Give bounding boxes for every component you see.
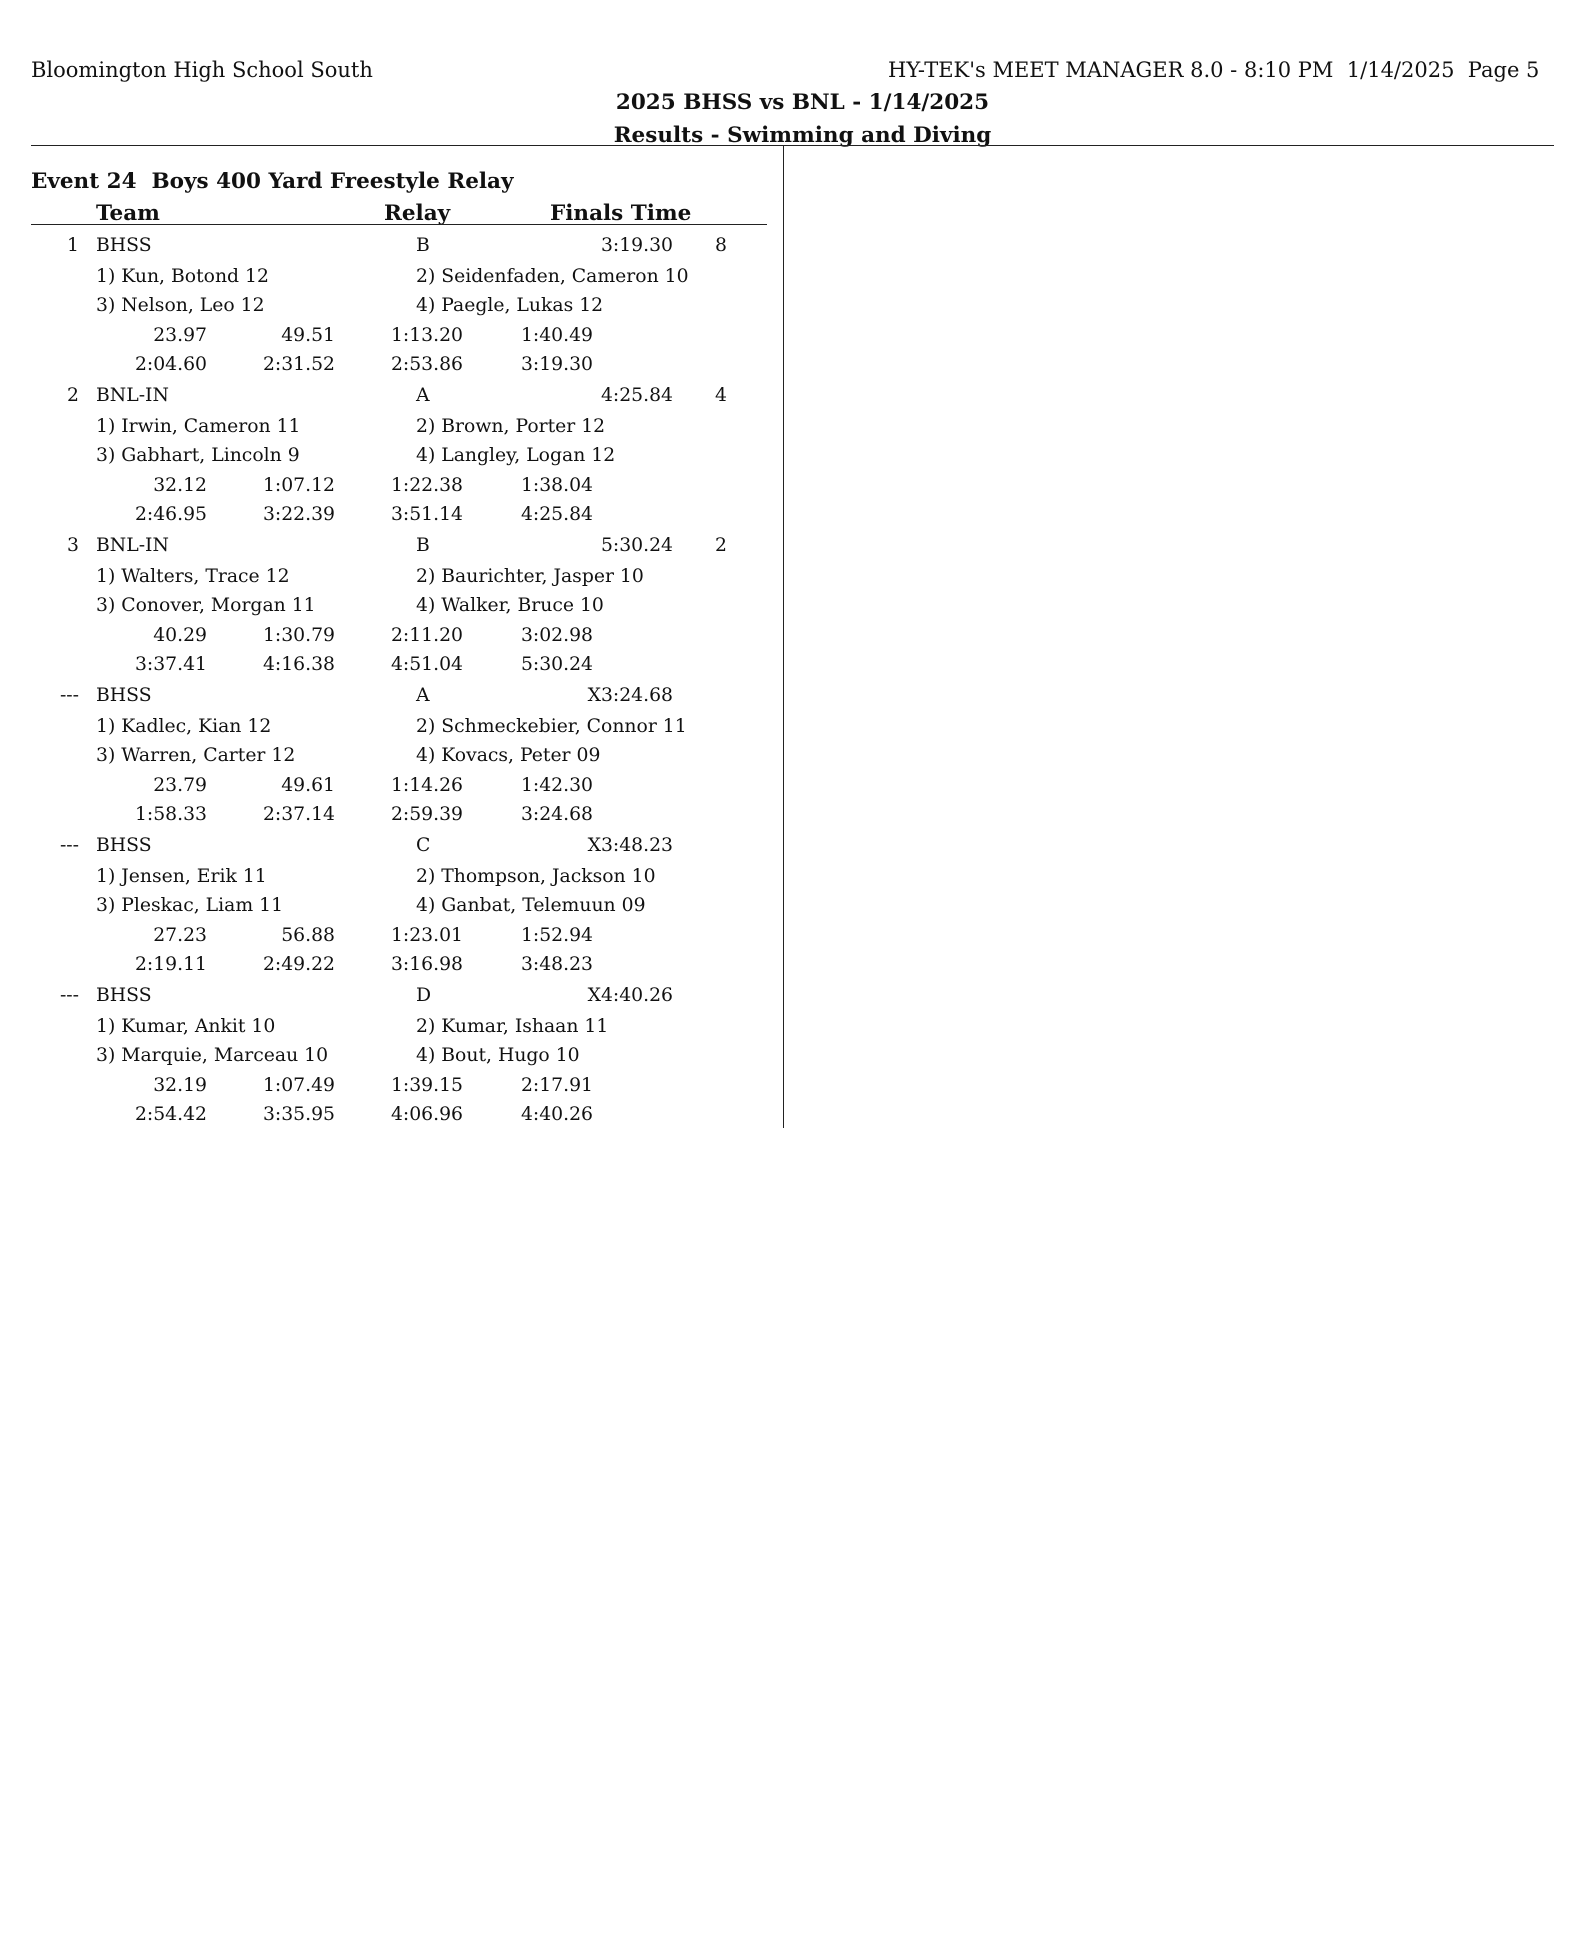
entry-team: BHSS <box>96 985 152 1006</box>
entry-place: --- <box>59 985 79 1006</box>
split-time: 1:23.01 <box>390 925 463 946</box>
split-time: 5:30.24 <box>520 654 593 675</box>
entry-finals-time: 3:19.30 <box>600 235 673 256</box>
entry-finals-time: 4:25.84 <box>600 385 673 406</box>
split-time: 2:54.42 <box>134 1104 207 1125</box>
split-time: 23.97 <box>153 325 207 346</box>
split-time: 2:11.20 <box>390 625 463 646</box>
entry-relay: B <box>416 235 430 256</box>
swimmer-name: 2) Schmeckebier, Connor 11 <box>416 716 687 737</box>
entry-place: 2 <box>67 385 79 406</box>
split-time: 49.51 <box>281 325 335 346</box>
entry-points: 8 <box>715 235 727 256</box>
split-time: 2:19.11 <box>134 954 207 975</box>
school-name: Bloomington High School South <box>31 58 373 82</box>
entry-place: 1 <box>67 235 79 256</box>
split-time: 1:38.04 <box>520 475 593 496</box>
split-time: 1:22.38 <box>390 475 463 496</box>
split-time: 3:02.98 <box>520 625 593 646</box>
header-divider <box>31 145 1554 146</box>
swimmer-name: 1) Irwin, Cameron 11 <box>96 416 301 437</box>
split-time: 2:46.95 <box>134 504 207 525</box>
split-time: 1:40.49 <box>520 325 593 346</box>
entry-relay: A <box>416 685 430 706</box>
meet-title: 2025 BHSS vs BNL - 1/14/2025 <box>615 90 990 115</box>
swimmer-name: 4) Langley, Logan 12 <box>416 445 616 466</box>
split-time: 1:58.33 <box>134 804 207 825</box>
split-time: 2:31.52 <box>262 354 335 375</box>
column-divider <box>783 145 784 1128</box>
swimmer-name: 3) Pleskac, Liam 11 <box>96 895 284 916</box>
split-time: 2:49.22 <box>262 954 335 975</box>
entry-team: BHSS <box>96 835 152 856</box>
entry-points: 2 <box>715 535 727 556</box>
entry-relay: A <box>416 385 430 406</box>
column-header-finals-time: Finals Time <box>550 201 692 226</box>
software-info: HY-TEK's MEET MANAGER 8.0 - 8:10 PM 1/14/2025 Page 5 <box>888 58 1540 82</box>
split-time: 49.61 <box>281 775 335 796</box>
swimmer-name: 2) Thompson, Jackson 10 <box>416 866 656 887</box>
split-time: 1:07.12 <box>262 475 335 496</box>
column-header-relay: Relay <box>384 201 451 226</box>
entry-relay: D <box>416 985 432 1006</box>
split-time: 32.12 <box>153 475 207 496</box>
swimmer-name: 4) Ganbat, Telemuun 09 <box>416 895 646 916</box>
entry-place: --- <box>59 685 79 706</box>
entry-team: BNL-IN <box>96 535 169 556</box>
entry-finals-time: 5:30.24 <box>600 535 673 556</box>
column-header-team: Team <box>96 201 160 226</box>
split-time: 3:22.39 <box>262 504 335 525</box>
entry-points: 4 <box>715 385 727 406</box>
split-time: 3:48.23 <box>520 954 593 975</box>
split-time: 4:40.26 <box>520 1104 593 1125</box>
event-title: Event 24 Boys 400 Yard Freestyle Relay <box>31 169 514 194</box>
split-time: 2:53.86 <box>390 354 463 375</box>
swimmer-name: 1) Kumar, Ankit 10 <box>96 1016 276 1037</box>
swimmer-name: 2) Kumar, Ishaan 11 <box>416 1016 609 1037</box>
split-time: 4:51.04 <box>390 654 463 675</box>
split-time: 2:04.60 <box>134 354 207 375</box>
swimmer-name: 3) Nelson, Leo 12 <box>96 295 265 316</box>
split-time: 4:06.96 <box>390 1104 463 1125</box>
swimmer-name: 1) Kun, Botond 12 <box>96 266 269 287</box>
swimmer-name: 1) Kadlec, Kian 12 <box>96 716 272 737</box>
split-time: 1:14.26 <box>390 775 463 796</box>
split-time: 2:17.91 <box>520 1075 593 1096</box>
entry-finals-time: X4:40.26 <box>587 985 673 1006</box>
entry-finals-time: X3:48.23 <box>587 835 673 856</box>
entry-place: 3 <box>67 535 79 556</box>
swimmer-name: 4) Paegle, Lukas 12 <box>416 295 604 316</box>
swimmer-name: 2) Baurichter, Jasper 10 <box>416 566 644 587</box>
swimmer-name: 2) Brown, Porter 12 <box>416 416 606 437</box>
split-time: 4:16.38 <box>262 654 335 675</box>
split-time: 1:39.15 <box>390 1075 463 1096</box>
swimmer-name: 2) Seidenfaden, Cameron 10 <box>416 266 689 287</box>
swimmer-name: 4) Kovacs, Peter 09 <box>416 745 601 766</box>
split-time: 32.19 <box>153 1075 207 1096</box>
split-time: 3:35.95 <box>262 1104 335 1125</box>
swimmer-name: 4) Bout, Hugo 10 <box>416 1045 580 1066</box>
split-time: 2:37.14 <box>262 804 335 825</box>
entry-relay: B <box>416 535 430 556</box>
split-time: 3:19.30 <box>520 354 593 375</box>
split-time: 1:30.79 <box>262 625 335 646</box>
entry-relay: C <box>416 835 431 856</box>
split-time: 1:07.49 <box>262 1075 335 1096</box>
entry-team: BHSS <box>96 685 152 706</box>
column-header-divider <box>31 224 767 225</box>
swimmer-name: 3) Warren, Carter 12 <box>96 745 296 766</box>
swimmer-name: 1) Walters, Trace 12 <box>96 566 290 587</box>
split-time: 1:52.94 <box>520 925 593 946</box>
split-time: 23.79 <box>153 775 207 796</box>
results-title: Results - Swimming and Diving <box>613 123 992 148</box>
split-time: 4:25.84 <box>520 504 593 525</box>
split-time: 3:24.68 <box>520 804 593 825</box>
split-time: 1:13.20 <box>390 325 463 346</box>
swimmer-name: 3) Conover, Morgan 11 <box>96 595 316 616</box>
swimmer-name: 3) Marquie, Marceau 10 <box>96 1045 329 1066</box>
split-time: 27.23 <box>153 925 207 946</box>
split-time: 1:42.30 <box>520 775 593 796</box>
split-time: 3:51.14 <box>390 504 463 525</box>
split-time: 3:37.41 <box>134 654 207 675</box>
entry-team: BHSS <box>96 235 152 256</box>
entry-finals-time: X3:24.68 <box>587 685 673 706</box>
entry-place: --- <box>59 835 79 856</box>
split-time: 40.29 <box>153 625 207 646</box>
swimmer-name: 1) Jensen, Erik 11 <box>96 866 267 887</box>
split-time: 2:59.39 <box>390 804 463 825</box>
swimmer-name: 3) Gabhart, Lincoln 9 <box>96 445 300 466</box>
split-time: 3:16.98 <box>390 954 463 975</box>
swimmer-name: 4) Walker, Bruce 10 <box>416 595 604 616</box>
split-time: 56.88 <box>281 925 335 946</box>
entry-team: BNL-IN <box>96 385 169 406</box>
